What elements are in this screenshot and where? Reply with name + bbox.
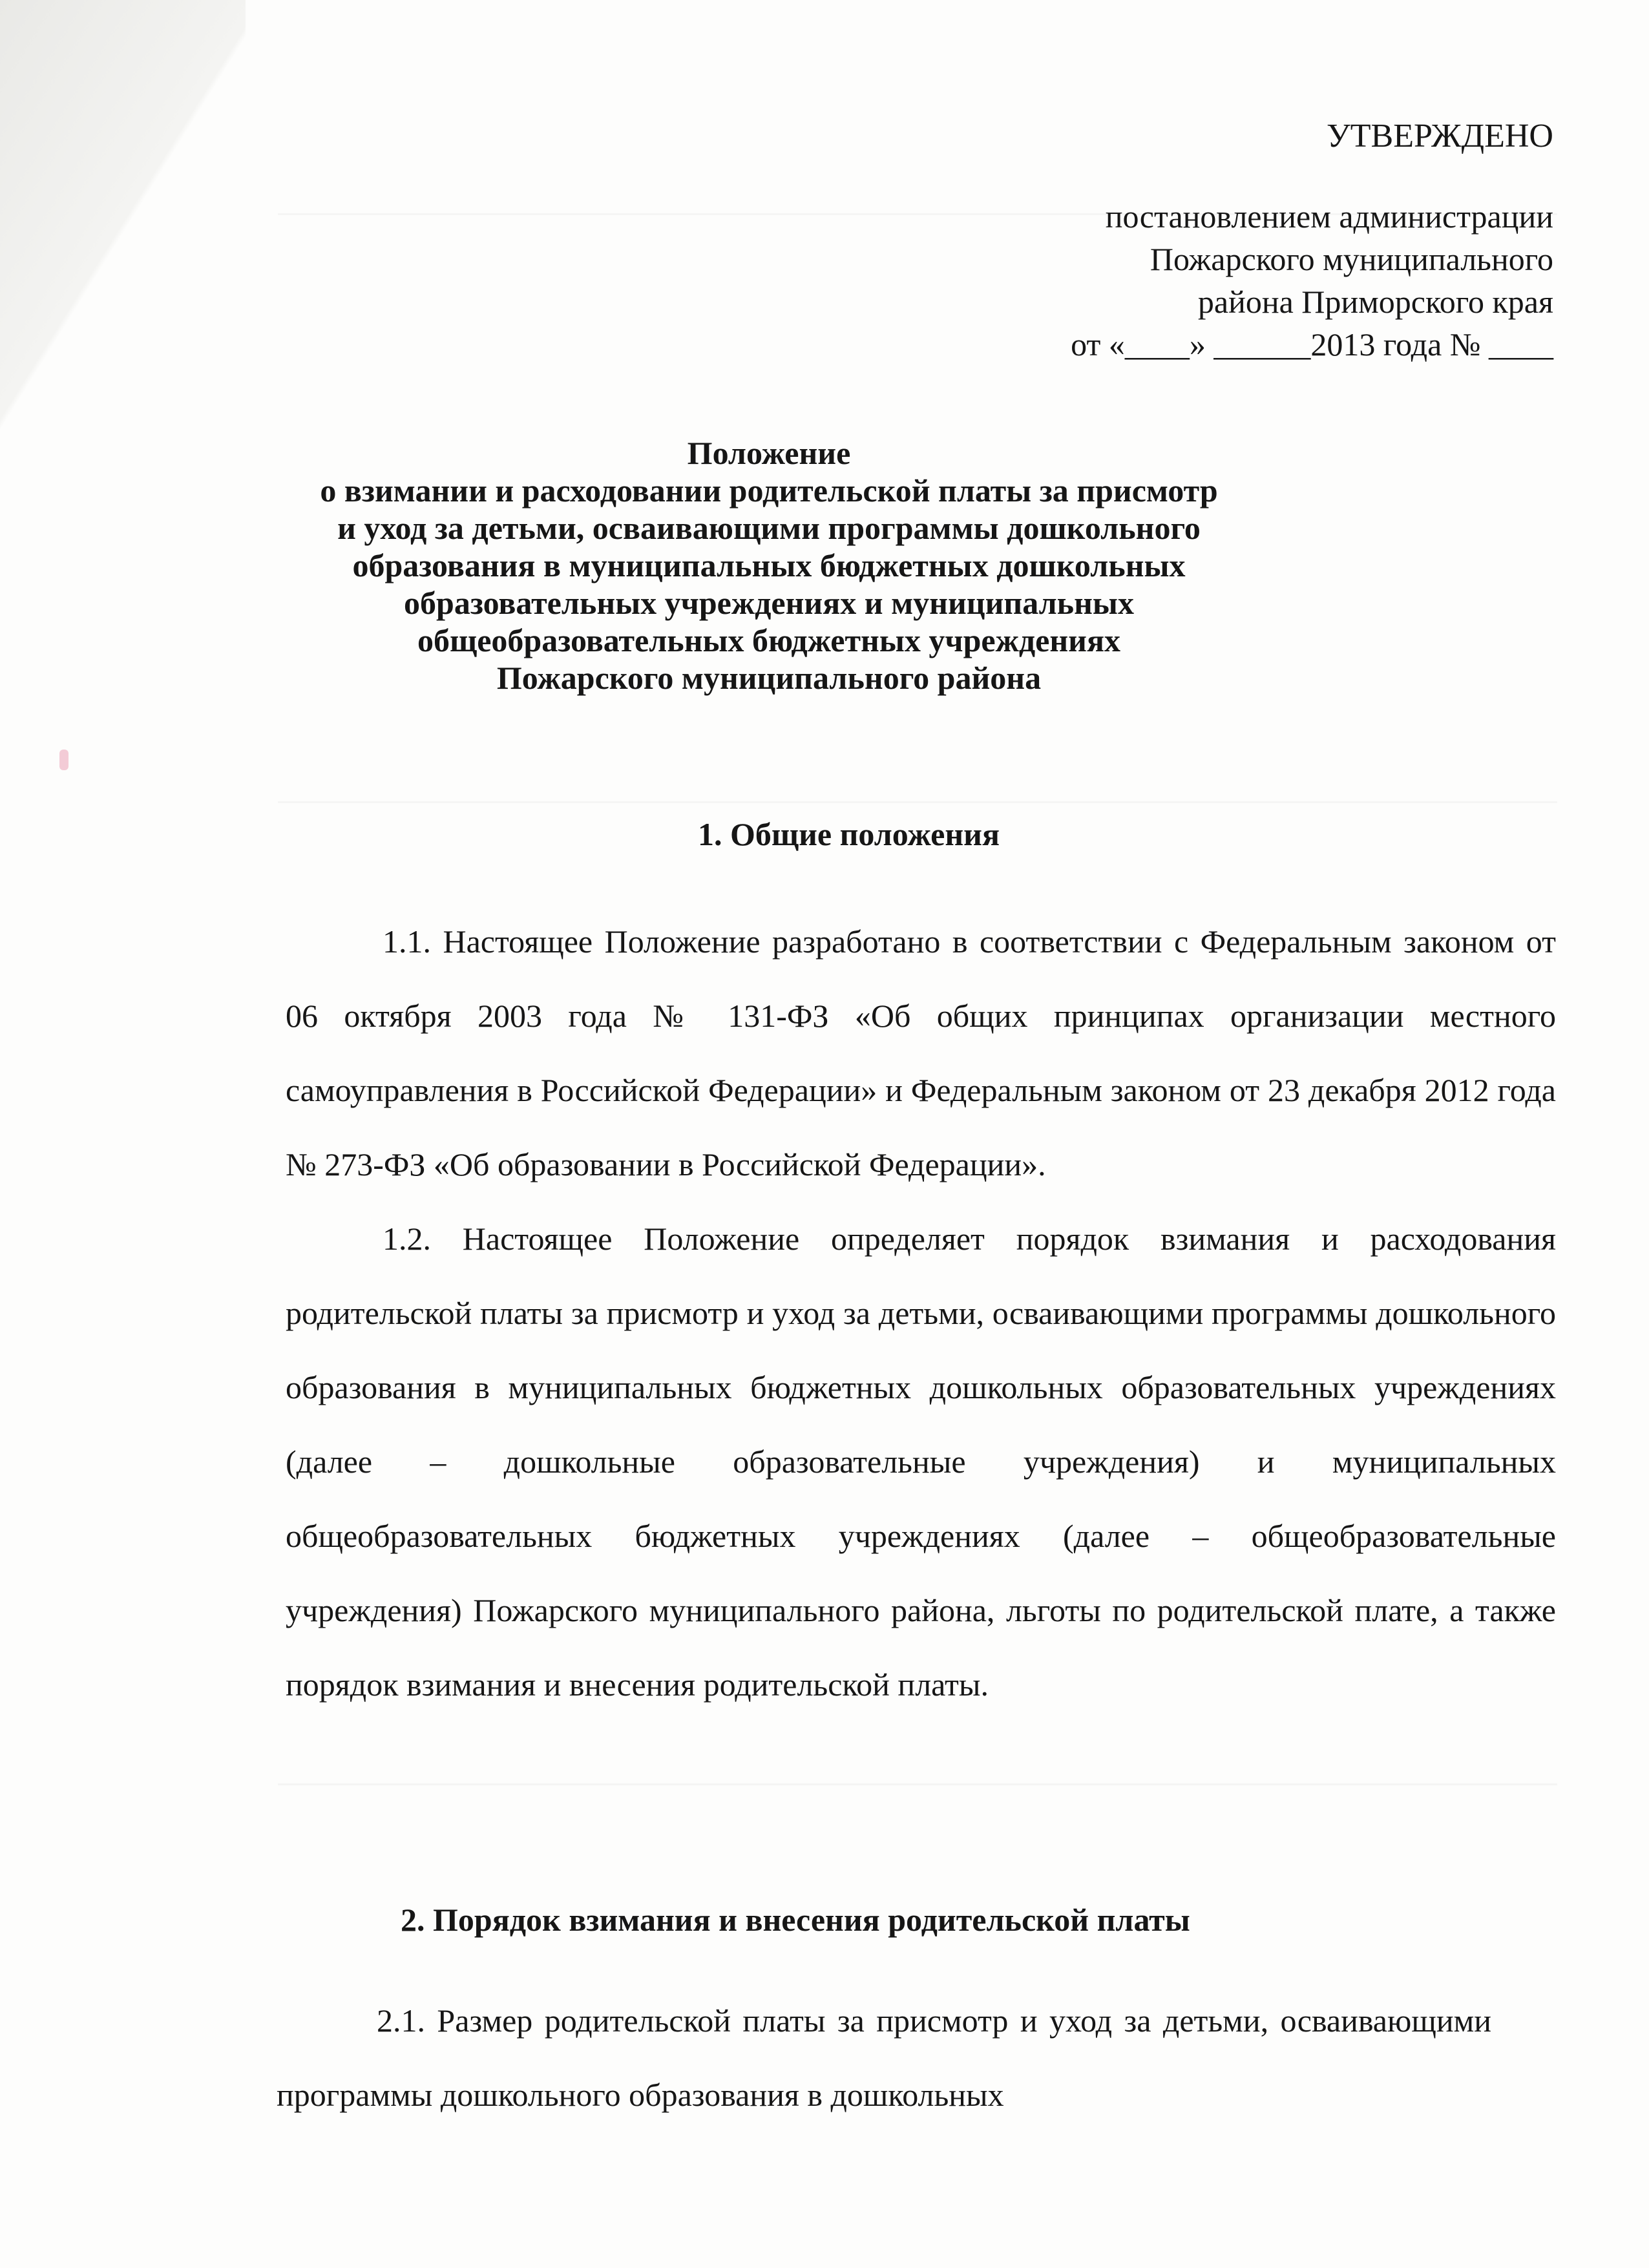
approval-stamp: УТВЕРЖДЕНО [1326,118,1553,154]
title-line: Положение [687,435,851,471]
approval-line: постановлением администрации [1105,198,1553,235]
title-line: и уход за детьми, осваивающими программы дошкольного [337,510,1201,546]
paragraph: 1.1. Настоящее Положение разработано в соответствии с Федеральным законом от 06 октября 2003 года № 131-ФЗ «Об общих принципах организации местного самоуправления в Российской Федерации» и Федеральным законом от 23 декабря 2012 года № 273-ФЗ «Об образовании в Российской Федерации». [286,923,1556,1182]
paragraph: 1.2. Настоящее Положение определяет порядок взимания и расходования родительской платы за присмотр и уход за детьми, осваивающими программы дошкольного образования в муниципальных бюджетных дошкольных образовательных учреждениях (далее – дошкольные образовательные учреждения) и муниципальных общеобразовательных бюджетных учреждениях (далее – общеобразовательные учреждения) Пожарского муниципального района, льготы по родительской плате, а также порядок взимания и внесения родительской платы. [286,1221,1556,1703]
ink-mark [59,750,68,770]
title-line: образовательных учреждениях и муниципальных [404,585,1134,621]
title-line: общеобразовательных бюджетных учреждениях [417,622,1120,658]
title-line: Пожарского муниципального района [496,660,1042,696]
bleed-through-line [278,801,1557,803]
document-title [194,434,1344,697]
title-line: образования в муниципальных бюджетных дошкольных [352,547,1186,583]
title-line: о взимании и расходовании родительской платы за присмотр [320,472,1218,509]
section-heading: 2. Порядок взимания и внесения родительской платы [401,1902,1190,1938]
approval-line: от «____» ______2013 года № ____ [1071,326,1553,362]
paragraph: 2.1. Размер родительской платы за присмотр и уход за детьми, осваивающими программы дошкольного образования в дошкольных [277,2002,1491,2113]
approval-line: района Приморского края [1197,284,1553,320]
section-heading: 1. Общие положения [698,816,1000,852]
approval-line: Пожарского муниципального [1150,241,1553,277]
bleed-through-line [278,1783,1557,1785]
approval-block [843,115,1553,366]
